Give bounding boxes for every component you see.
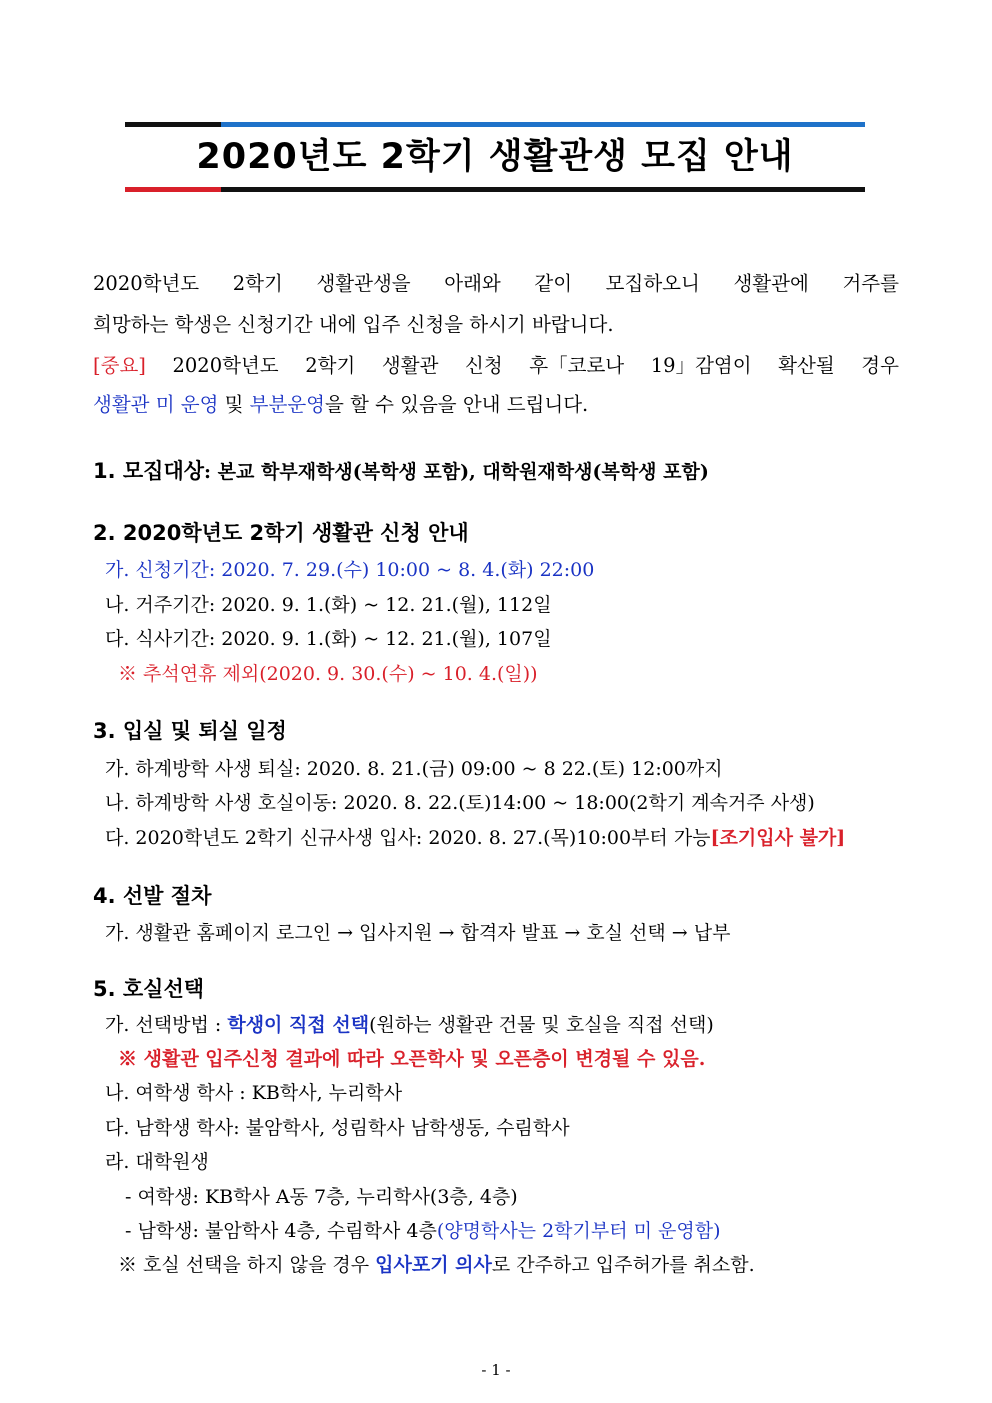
- section-5-item-b: 나. 여학생 학사 : KB학사, 누리학사: [105, 1082, 403, 1104]
- notice-line-1: [93, 354, 899, 378]
- word: 후「코로나: [529, 354, 625, 377]
- section-1-title: 1. 모집대상: [93, 459, 205, 483]
- word: 같이: [534, 272, 573, 295]
- word: 모집하오니: [605, 272, 700, 295]
- notice-blue-2: 부분운영: [249, 393, 326, 416]
- section-3-item-c-text: 다. 2020학년도 2학기 신규사생 입사: 2020. 8. 27.(목)10:00부터 가능: [105, 827, 711, 849]
- section-4-item-a: 가. 생활관 홈페이지 로그인 → 입사지원 → 합격자 발표 → 호실 선택 → 납부: [105, 922, 731, 944]
- section-3-heading: 3. 입실 및 퇴실 일정: [93, 719, 287, 743]
- section-2-item-a: 가. 신청기간: 2020. 7. 29.(수) 10:00 ~ 8. 4.(화) 22:00: [105, 559, 595, 581]
- word: 경우: [861, 354, 899, 377]
- section-1-heading: [93, 457, 709, 486]
- section-2-item-b: 나. 거주기간: 2020. 9. 1.(화) ~ 12. 21.(월), 112일: [105, 594, 552, 616]
- word: 생활관: [381, 354, 439, 377]
- section-2-item-c: 다. 식사기간: 2020. 9. 1.(화) ~ 12. 21.(월), 107일: [105, 628, 552, 650]
- section-3-item-b: 나. 하계방학 사생 호실이동: 2020. 8. 22.(토)14:00 ~ 18:00(2학기 계속거주 사생): [105, 792, 815, 814]
- word: 2020학년도: [172, 354, 279, 377]
- word: 거주를: [842, 272, 899, 295]
- section-5-a-prefix: 가. 선택방법 :: [105, 1014, 228, 1036]
- notice-blue-1: 생활관 미 운영: [93, 393, 219, 416]
- section-5-d2-prefix: - 남학생: 불암학사 4층, 수림학사 4층: [125, 1220, 437, 1242]
- page-number: - 1 -: [481, 1361, 511, 1379]
- section-4-heading: 4. 선발 절차: [93, 884, 212, 908]
- word: 2020학년도: [93, 272, 200, 295]
- section-5-final-note: [118, 1253, 755, 1277]
- section-5-final-rest: 로 간주하고 입주허가를 취소함.: [491, 1254, 755, 1276]
- section-5-red-note: ※ 생활관 입주신청 결과에 따라 오픈학사 및 오픈층이 변경될 수 있음.: [118, 1048, 706, 1070]
- section-5-a-blue: 학생이 직접 선택: [227, 1014, 370, 1036]
- section-5-a-rest: (원하는 생활관 건물 및 호실을 직접 선택): [369, 1014, 714, 1036]
- section-5-item-d: 라. 대학원생: [105, 1151, 209, 1173]
- intro-line-2: 희망하는 학생은 신청기간 내에 입주 신청을 하시기 바랍니다.: [93, 313, 614, 336]
- section-1-text: : 본교 학부재학생(복학생 포함), 대학원재학생(복학생 포함): [204, 461, 709, 483]
- page-title: 2020년도 2학기 생활관생 모집 안내: [196, 137, 794, 177]
- section-2-heading: 2. 2020학년도 2학기 생활관 신청 안내: [93, 521, 469, 545]
- title-bar-top-right: [221, 122, 865, 127]
- word: 19」감염이: [650, 354, 752, 377]
- word: 신청: [465, 354, 503, 377]
- word: 생활관에: [733, 272, 809, 295]
- section-5-d2-blue: (양명학사는 2학기부터 미 운영함): [436, 1220, 721, 1242]
- section-5-heading: 5. 호실선택: [93, 977, 205, 1001]
- section-5-final-prefix: ※ 호실 선택을 하지 않을 경우: [118, 1254, 376, 1276]
- section-5-item-c: 다. 남학생 학사: 불암학사, 성림학사 남학생동, 수림학사: [105, 1117, 570, 1139]
- section-3-item-a: 가. 하계방학 사생 퇴실: 2020. 8. 21.(금) 09:00 ~ 8 22.(토) 12:00까지: [105, 758, 723, 780]
- section-2-note: ※ 추석연휴 제외(2020. 9. 30.(수) ~ 10. 4.(일)): [118, 663, 538, 685]
- word: 2학기: [305, 354, 356, 377]
- intro-line-1: [93, 272, 899, 296]
- word: 확산될: [778, 354, 835, 377]
- word: 생활관생을: [316, 272, 411, 295]
- section-3-item-c: [105, 826, 845, 850]
- notice-line-2: [93, 393, 899, 417]
- notice-rest: 을 할 수 있음을 안내 드립니다.: [325, 393, 589, 416]
- section-5-item-a: [105, 1013, 714, 1037]
- title-bar-bottom-left: [125, 187, 221, 192]
- title-bar-top-left: [125, 122, 221, 127]
- word: 아래와: [444, 272, 501, 295]
- notice-tag: [중요]: [93, 354, 146, 377]
- title-bar-bottom-right: [221, 187, 865, 192]
- notice-mid: 및: [218, 393, 250, 416]
- word: 2학기: [232, 272, 283, 295]
- title-box: [125, 122, 865, 192]
- section-5-item-d1: - 여학생: KB학사 A동 7층, 누리학사(3층, 4층): [125, 1186, 518, 1208]
- early-checkin-warning: [조기입사 불가]: [710, 827, 846, 849]
- section-5-final-blue: 입사포기 의사: [375, 1254, 492, 1276]
- section-5-item-d2: [125, 1219, 720, 1243]
